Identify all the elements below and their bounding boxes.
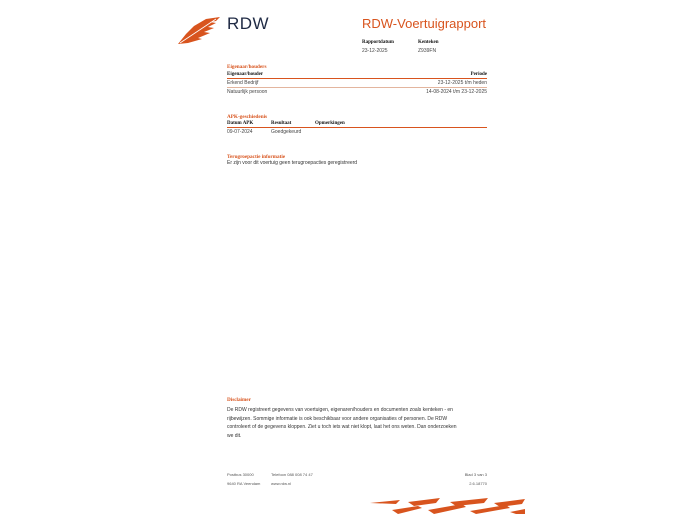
column-header: Eigenaar/houder	[227, 72, 264, 77]
footer-website[interactable]: www.rdw.nl	[271, 481, 292, 486]
document-code: 2.6.18770	[469, 481, 487, 486]
period-cell: 23-12-2025 t/m heden	[437, 80, 487, 86]
remarks-cell	[315, 129, 415, 135]
footer-contact	[271, 470, 313, 488]
disclaimer-text	[227, 406, 457, 440]
footer-line: 9640 RA Veendam	[227, 481, 261, 486]
decorative-stripes-icon	[370, 498, 525, 514]
footer-line: Postbus 30000	[227, 472, 254, 477]
disclaimer-line: rijbewijzen. Sommige informatie is ook beschikbaar voor andere organisaties of personen. De RDW	[227, 415, 448, 422]
table-header	[227, 72, 487, 79]
owner-cell: Erkend Bedrijf	[227, 80, 259, 86]
period-cell: 14-08-2024 t/m 23-12-2025	[426, 89, 487, 95]
result-cell: Goedgekeurd	[271, 129, 302, 135]
disclaimer-title: Disclaimer	[227, 397, 251, 403]
owners-table	[227, 72, 487, 96]
recall-text: Er zijn voor dit voertuig geen terugroepacties geregistreerd	[227, 160, 358, 166]
table-row	[227, 88, 487, 96]
meta-label: Kenteken	[418, 40, 439, 45]
date-cell: 09-07-2024	[227, 129, 253, 135]
owner-cell: Natuurlijk persoon	[227, 89, 268, 95]
apk-table	[227, 121, 487, 136]
column-header: Opmerkingen	[315, 121, 345, 126]
disclaimer-line: De RDW registreert gegevens van voertuigen, eigenaren/houders en documenten zoals kenteken - en	[227, 407, 453, 413]
meta-value: Z939FN	[418, 48, 437, 54]
column-header: Resultaat	[271, 121, 292, 126]
table-header	[227, 121, 487, 128]
meta-label: Rapportdatum	[362, 40, 394, 45]
footer-address	[227, 470, 260, 488]
disclaimer-line: we dit.	[227, 432, 242, 439]
report-title: RDW-Voertuigrapport	[362, 16, 487, 31]
column-header: Periode	[470, 72, 487, 77]
owners-section-title: Eigenaar/houders	[227, 64, 267, 70]
footer-phone: Telefoon 088 008 74 47	[271, 472, 313, 477]
brand-name: RDW	[227, 14, 270, 33]
apk-section-title: APK-geschiedenis	[227, 114, 268, 120]
meta-report-date	[362, 40, 394, 54]
page-number: Blad 3 van 3	[464, 472, 487, 477]
recall-section-title: Terugroepactie informatie	[227, 154, 286, 160]
rdw-logo-icon	[176, 16, 222, 46]
table-row	[227, 128, 487, 136]
meta-license-plate	[418, 40, 439, 54]
meta-value: 23-12-2025	[362, 48, 388, 54]
disclaimer-line: controleert of de gegevens kloppen. Ziet u toch iets wat niet klopt, laat het ons weten. Dan onderzoeken	[227, 424, 457, 430]
footer-page-info	[455, 470, 487, 488]
column-header: Datum APK	[227, 121, 254, 126]
table-row	[227, 79, 487, 88]
